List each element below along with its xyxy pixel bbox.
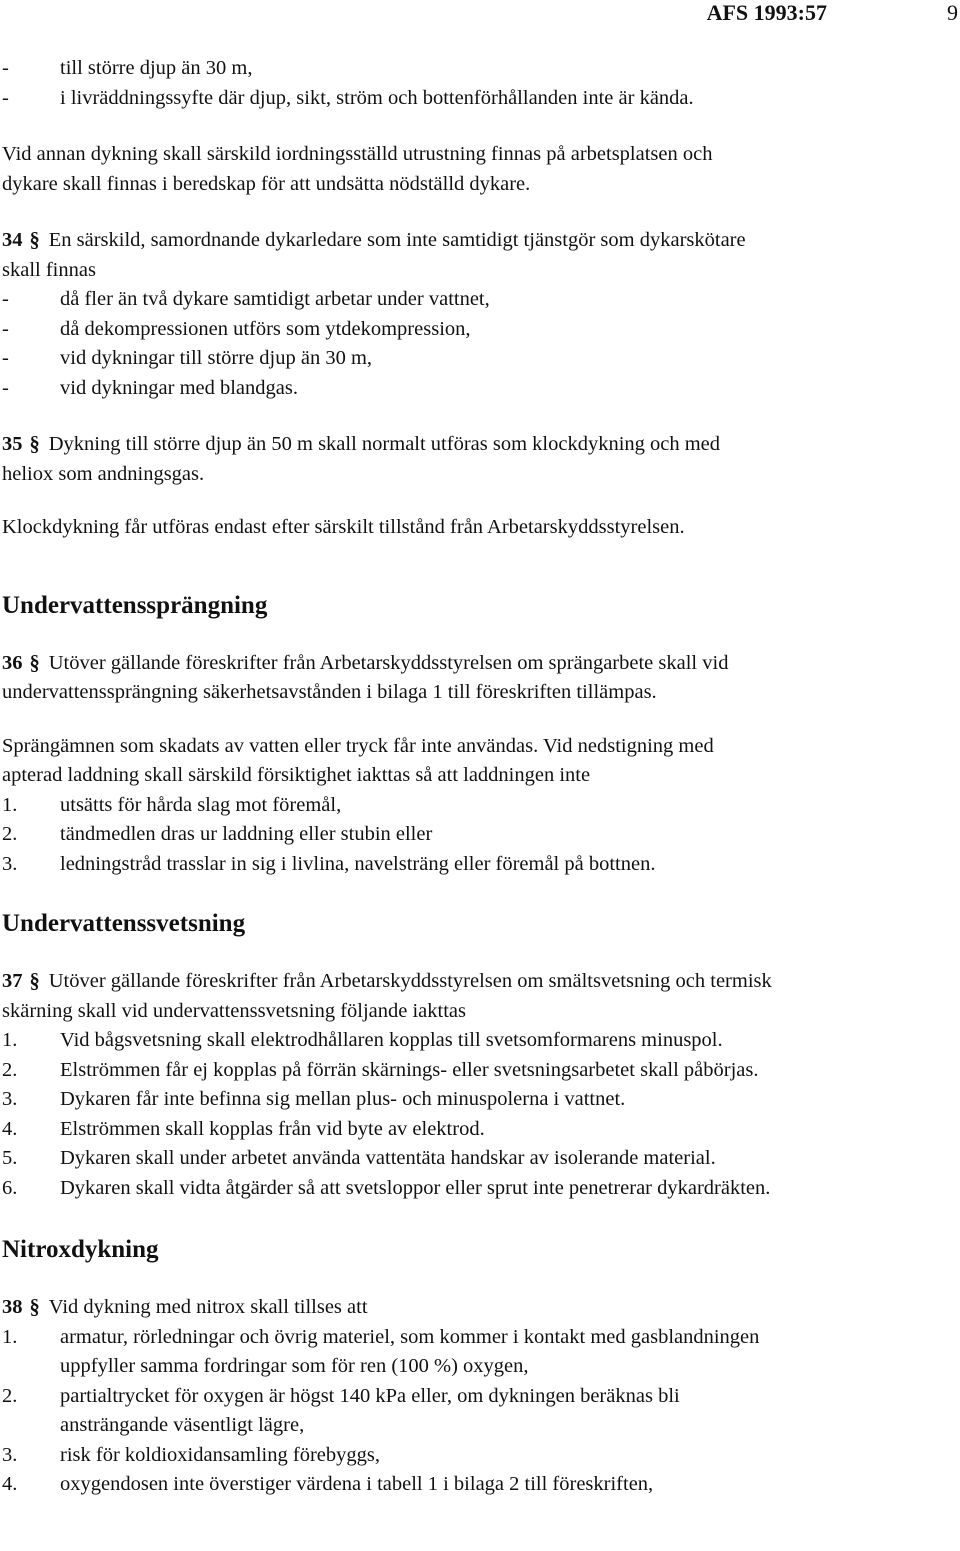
list-item-text: oxygendosen inte överstiger värdena i tabell 1 i bilaga 2 till föreskriften, [60, 1473, 654, 1495]
paragraph-sign: § [29, 1295, 40, 1319]
paragraph-sign: § [29, 969, 40, 993]
paragraph-sign: § [29, 650, 40, 675]
list-item-text: Elströmmen får ej kopplas på förrän skärnings- eller svetsningsarbetet skall påbörjas. [60, 1058, 759, 1081]
paragraph-line: Klockdykning får utföras endast efter särskilt tillstånd från Arbetarskyddsstyrelsen. [2, 516, 685, 538]
list-item-text: till större djup än 30 m, [60, 57, 253, 79]
list-item [2, 84, 957, 114]
list-marker: 5. [2, 1147, 18, 1169]
list-item-text: då dekompressionen utförs som ytdekompression, [60, 317, 471, 340]
document-body [2, 54, 957, 1500]
list-item-text: risk för koldioxidansamling förebyggs, [60, 1443, 380, 1466]
paragraph-line: heliox som andningsgas. [2, 462, 205, 485]
section-lead-line [2, 1293, 957, 1323]
list-marker: 2. [2, 1384, 18, 1407]
paragraph-sign: § [29, 432, 40, 456]
list-item-text-line: uppfyller samma fordringar som för ren (100 %) oxygen, [60, 1355, 529, 1377]
paragraph-other-diving [2, 140, 957, 199]
paragraph-line: Vid annan dykning skall särskild iordningsställd utrustning finnas på arbetsplatsen och [2, 143, 713, 165]
document-reference: AFS 1993:57 [706, 0, 827, 25]
list-item-text: i livräddningssyfte där djup, sikt, ström och bottenförhållanden inte är kända. [60, 86, 694, 109]
list-item [2, 1441, 957, 1471]
list-marker: - [2, 376, 9, 399]
list-item-text-line: ansträngande väsentligt lägre, [60, 1414, 305, 1436]
list-marker: 1. [2, 1325, 18, 1348]
list-item-text: Dykaren får inte befinna sig mellan plus- och minuspolerna i vattnet. [60, 1088, 626, 1110]
section-number: 35 [2, 433, 23, 455]
page-number: 9 [947, 0, 958, 25]
paragraph-line: skall finnas [2, 258, 96, 281]
section-36 [2, 649, 957, 880]
list-item-text: tändmedlen dras ur laddning eller stubin eller [60, 823, 433, 845]
section-lead-line [2, 967, 957, 997]
list-item [2, 285, 957, 315]
list-item [2, 1382, 957, 1441]
list-marker: 1. [2, 1029, 18, 1051]
section-38 [2, 1293, 957, 1500]
list-item [2, 1470, 957, 1500]
list-item [2, 791, 957, 821]
list-item [2, 1056, 957, 1086]
list-item [2, 315, 957, 345]
heading-nitrox-diving: Nitroxdykning [2, 1236, 159, 1263]
heading-underwater-welding: Undervattenssvetsning [2, 910, 246, 937]
list-item-text: Vid bågsvetsning skall elektrodhållaren kopplas till svetsomformarens minuspol. [60, 1029, 723, 1051]
list-item-text [60, 1323, 950, 1382]
section-35 [2, 430, 957, 543]
section-number: 38 [2, 1296, 23, 1318]
list-item-text-line: partialtrycket för oxygen är högst 140 kPa eller, om dykningen beräknas bli [60, 1384, 680, 1407]
list-marker: 3. [2, 1088, 18, 1110]
list-item-text: Elströmmen skall kopplas från vid byte av elektrod. [60, 1117, 485, 1140]
paragraph-line: skärning skall vid undervattenssvetsning följande iakttas [2, 999, 467, 1022]
list-item-text: utsätts för hårda slag mot föremål, [60, 793, 342, 816]
section-34 [2, 226, 957, 403]
paragraph-sign: § [29, 228, 40, 252]
list-item-text: vid dykningar med blandgas. [60, 376, 298, 399]
list-item [2, 1026, 957, 1056]
section-text: Utöver gällande föreskrifter från Arbetarskyddsstyrelsen om sprängarbete skall vid [48, 651, 729, 674]
list-marker: 2. [2, 1058, 18, 1081]
section-text: Dykning till större djup än 50 m skall normalt utföras som klockdykning och med [48, 433, 721, 455]
list-item [2, 820, 957, 850]
list-item [2, 374, 957, 404]
paragraph-line: apterad laddning skall särskild försiktighet iakttas så att laddningen inte [2, 764, 591, 786]
list-marker: 6. [2, 1176, 18, 1199]
list-marker: 3. [2, 852, 18, 875]
list-marker: - [2, 317, 9, 340]
list-item [2, 1144, 957, 1174]
list-item [2, 54, 957, 84]
list-item-text: då fler än två dykare samtidigt arbetar under vattnet, [60, 288, 490, 310]
list-item [2, 1323, 957, 1382]
list-item-text [60, 1382, 950, 1441]
list-item [2, 850, 957, 880]
list-marker: 2. [2, 823, 18, 845]
list-item-text: Dykaren skall vidta åtgärder så att svetsloppor eller sprut inte penetrerar dykardräkten. [60, 1176, 771, 1199]
section-number: 37 [2, 970, 23, 992]
list-marker: 4. [2, 1117, 18, 1140]
section-number: 34 [2, 229, 23, 251]
list-item [2, 344, 957, 374]
list-item [2, 1085, 957, 1115]
list-marker: - [2, 57, 9, 79]
list-marker: - [2, 347, 9, 369]
list-marker: - [2, 288, 9, 310]
list-item-text: vid dykningar till större djup än 30 m, [60, 347, 373, 369]
section-37 [2, 967, 957, 1203]
running-header [0, 0, 960, 26]
section-number: 36 [2, 651, 23, 674]
list-item [2, 1115, 957, 1145]
list-item-text-line: armatur, rörledningar och övrig materiel, som kommer i kontakt med gasblandningen [60, 1325, 760, 1348]
section-lead-line [2, 649, 957, 679]
paragraph-line: Sprängämnen som skadats av vatten eller tryck får inte användas. Vid nedstigning med [2, 734, 714, 757]
paragraph-line: dykare skall finnas i beredskap för att undsätta nödställd dykare. [2, 172, 531, 195]
list-item-text: Dykaren skall under arbetet använda vattentäta handskar av isolerande material. [60, 1147, 716, 1169]
list-marker: - [2, 86, 9, 109]
list-marker: 3. [2, 1443, 18, 1466]
heading-underwater-blasting: Undervattenssprängning [2, 591, 268, 619]
list-marker: 4. [2, 1473, 18, 1495]
paragraph-line: undervattenssprängning säkerhetsavstånden i bilaga 1 till föreskriften tillämpas. [2, 681, 657, 703]
list-item-text: ledningstråd trasslar in sig i livlina, navelsträng eller föremål på bottnen. [60, 852, 656, 875]
section-text: Utöver gällande föreskrifter från Arbetarskyddsstyrelsen om smältsvetsning och termisk [48, 970, 772, 992]
section-text: En särskild, samordnande dykarledare som inte samtidigt tjänstgör som dykarskötare [48, 229, 746, 251]
section-lead-line [2, 226, 957, 256]
list-item [2, 1174, 957, 1204]
list-marker: 1. [2, 793, 18, 816]
section-text: Vid dykning med nitrox skall tillses att [48, 1296, 368, 1318]
section-lead-line [2, 430, 957, 460]
